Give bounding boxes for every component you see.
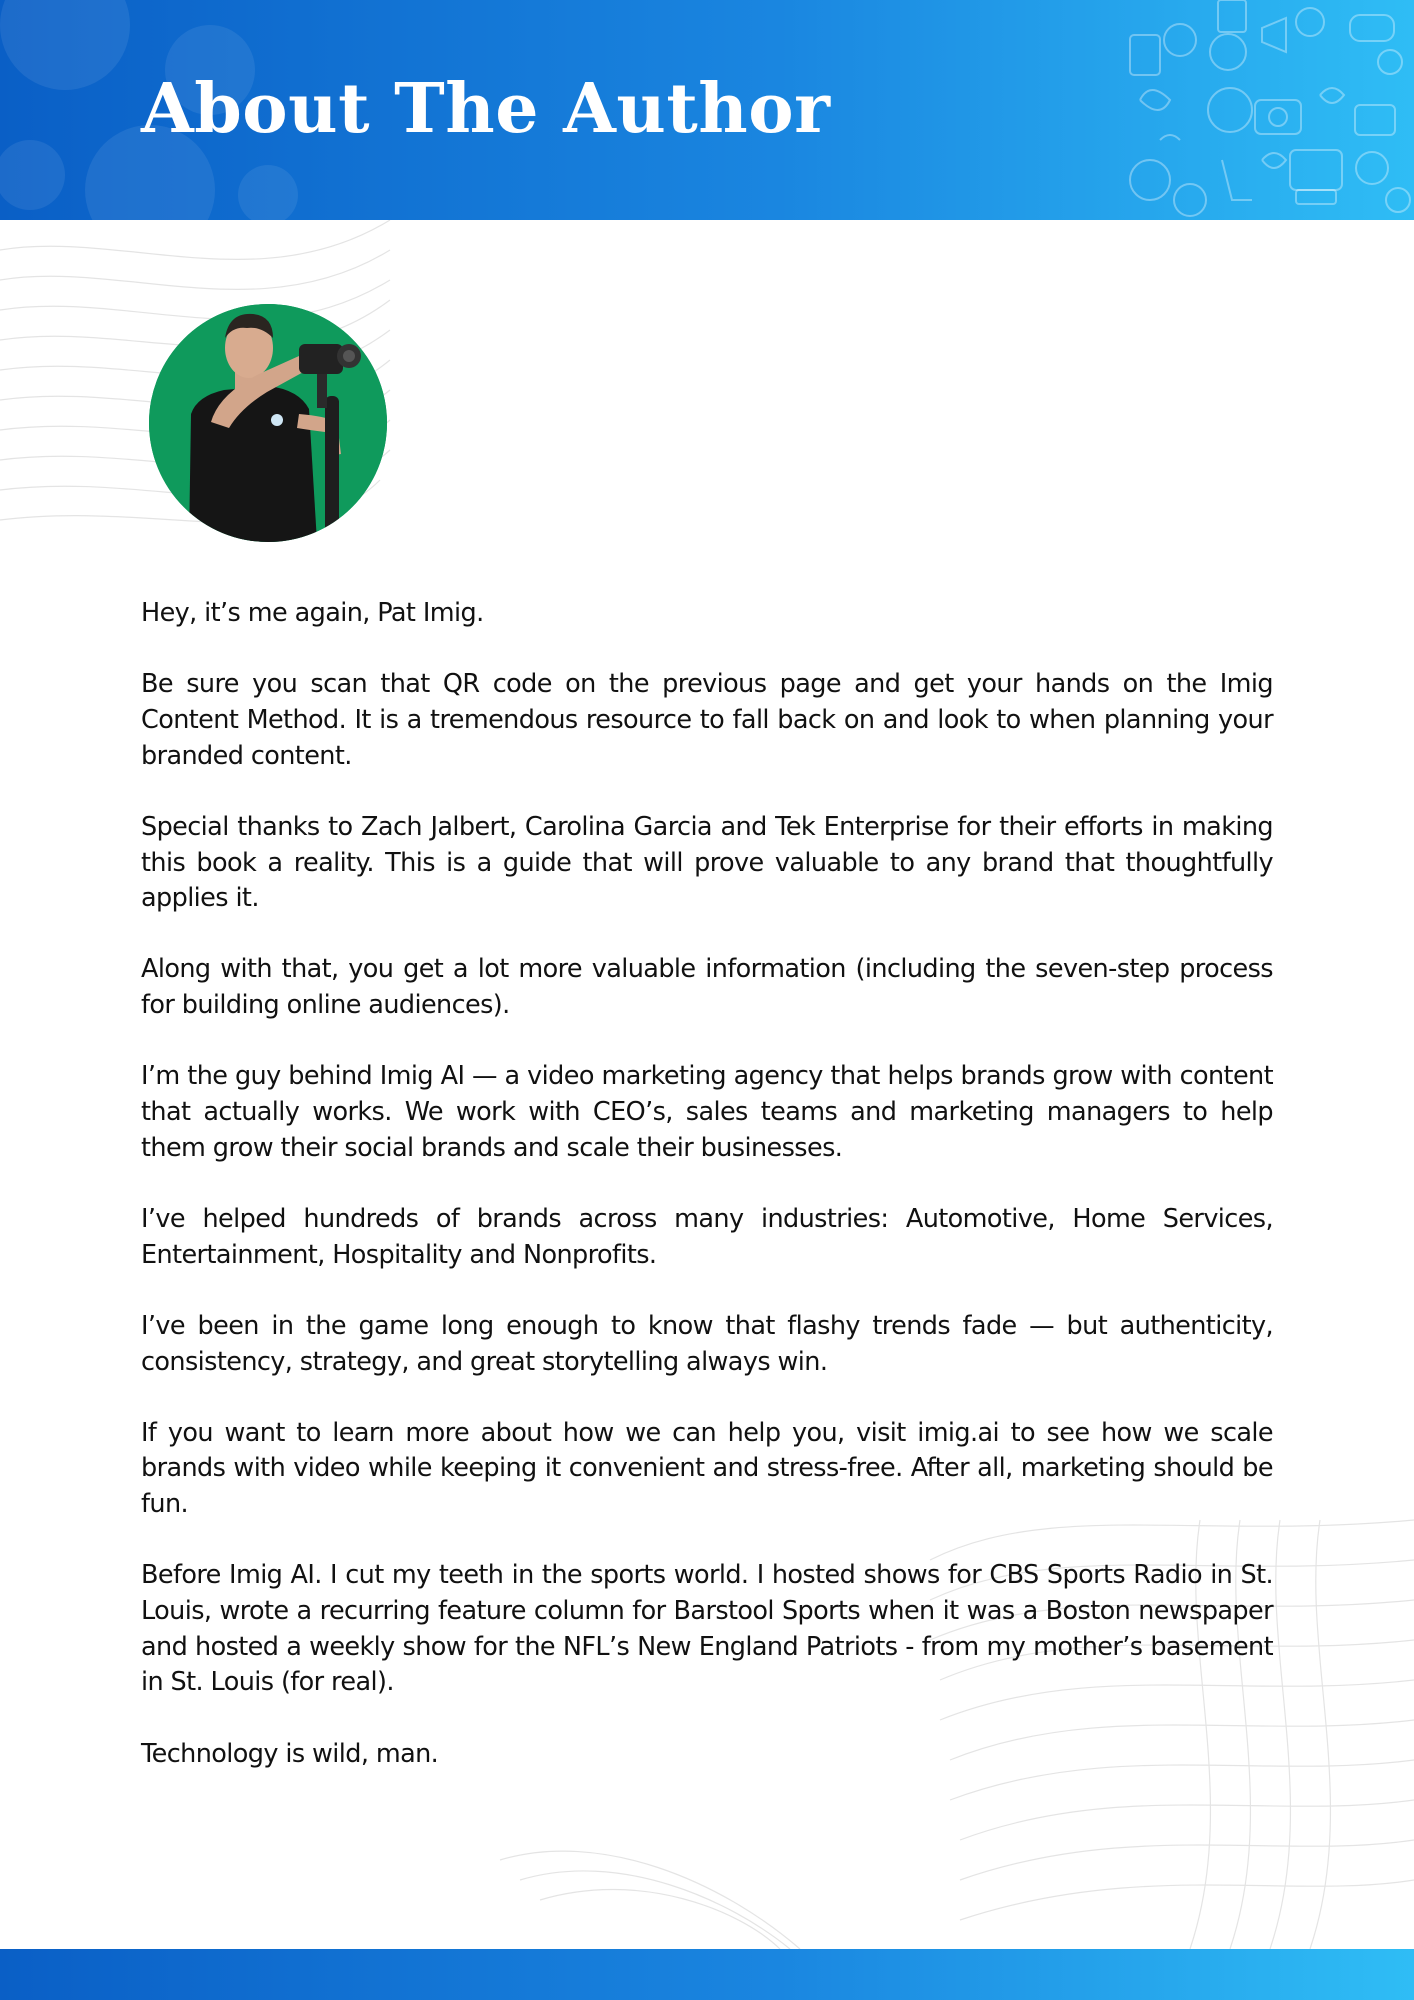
bio-paragraph: Special thanks to Zach Jalbert, Carolina Garcia and Tek Enterprise for their efforts in making this book a reality. This is a guide that will prove valuable to any brand that thoughtfully applies it. bbox=[141, 811, 1273, 914]
bio-paragraph: Before Imig AI. I cut my teeth in the sports world. I hosted shows for CBS Sports Radio in St. Louis, wrote a recurring feature column for Barstool Sports when it was a Boston newspaper and hosted a weekly show for the NFL’s New England Patriots - from my mother’s basement in St. Louis (for real). bbox=[141, 1560, 1273, 1698]
author-bio-text bbox=[141, 596, 1273, 1808]
footer-band bbox=[0, 1949, 1414, 2000]
bio-paragraph: Along with that, you get a lot more valuable information (including the seven-step process for building online audiences). bbox=[141, 954, 1273, 1021]
bio-paragraph: I’ve been in the game long enough to know that flashy trends fade — but authenticity, consistency, strategy, and great storytelling always win. bbox=[141, 1310, 1273, 1377]
bio-paragraph: I’ve helped hundreds of brands across many industries: Automotive, Home Services, Entertainment, Hospitality and Nonprofits. bbox=[141, 1203, 1273, 1270]
bio-paragraph: Technology is wild, man. bbox=[141, 1738, 439, 1769]
bio-paragraph: Hey, it’s me again, Pat Imig. bbox=[141, 598, 484, 628]
header-band bbox=[0, 0, 1414, 220]
bio-paragraph: I’m the guy behind Imig AI — a video marketing agency that helps brands grow with content that actually works. We work with CEO’s, sales teams and marketing managers to help them grow their social brands and scale their businesses. bbox=[141, 1061, 1273, 1163]
author-photo bbox=[149, 304, 387, 542]
bio-paragraph: Be sure you scan that QR code on the previous page and get your hands on the Imig Content Method. It is a tremendous resource to fall back on and look to when planning your branded content. bbox=[141, 669, 1273, 771]
page-title: About The Author bbox=[141, 69, 831, 149]
author-portrait-icon bbox=[149, 304, 387, 542]
bio-paragraph: If you want to learn more about how we can help you, visit imig.ai to see how we scale brands with video while keeping it convenient and stress-free. After all, marketing should be fun. bbox=[141, 1417, 1273, 1520]
